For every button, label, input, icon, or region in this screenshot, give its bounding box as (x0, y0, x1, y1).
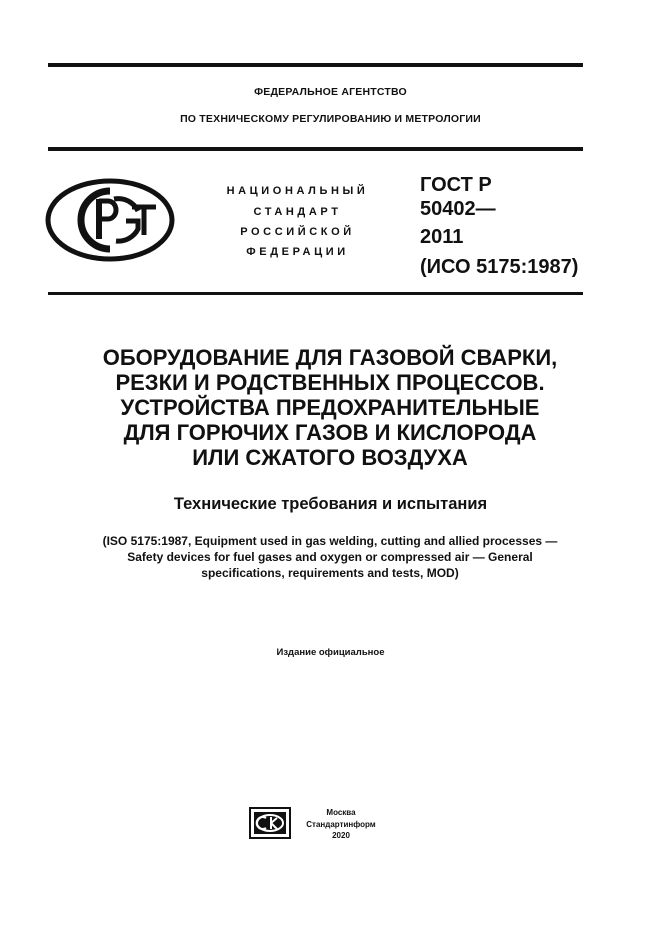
title-line-2: РЕЗКИ И РОДСТВЕННЫХ ПРОЦЕССОВ. (115, 370, 545, 395)
title-line-1: ОБОРУДОВАНИЕ ДЛЯ ГАЗОВОЙ СВАРКИ, (102, 345, 558, 370)
top-rule (48, 63, 583, 67)
publisher-year: 2020 (332, 831, 350, 840)
english-title-line-2: Safety devices for fuel gases and oxygen or compressed air — General (127, 550, 533, 564)
designation-line-3: 2011 (420, 226, 464, 248)
title-line-4: ДЛЯ ГОРЮЧИХ ГАЗОВ И КИСЛОРОДА (123, 420, 537, 445)
standartinform-logo-icon (249, 807, 291, 839)
edition-label: Издание официальное (276, 647, 385, 658)
header-rule (48, 147, 583, 151)
title-line-5: ИЛИ СЖАТОГО ВОЗДУХА (192, 445, 468, 470)
publisher-info (296, 807, 386, 842)
standard-type-line-2: СТАНДАРТ (253, 206, 342, 218)
publisher-city: Москва (326, 808, 356, 817)
title-line-3: УСТРОЙСТВА ПРЕДОХРАНИТЕЛЬНЫЕ (120, 395, 540, 420)
publisher-name: Стандартинформ (306, 819, 376, 829)
standard-type-line-3: РОССИЙСКОЙ (240, 226, 355, 238)
designation-line-2: 50402— (420, 198, 496, 220)
agency-line-1: ФЕДЕРАЛЬНОЕ АГЕНТСТВО (254, 86, 407, 98)
designation-line-1: ГОСТ Р (420, 174, 492, 196)
gost-r-certification-mark-icon (44, 177, 176, 263)
document-title (40, 345, 620, 470)
designation-line-4: (ИСО 5175:1987) (420, 256, 579, 278)
designation-rule (48, 292, 583, 295)
english-title-line-3: specifications, requirements and tests, MOD) (201, 566, 459, 580)
standard-type-line-1: НАЦИОНАЛЬНЫЙ (226, 185, 369, 197)
english-title-line-1: (ISO 5175:1987, Equipment used in gas welding, cutting and allied processes — (102, 534, 558, 548)
english-title (50, 533, 610, 581)
agency-line-2: ПО ТЕХНИЧЕСКОМУ РЕГУЛИРОВАНИЮ И МЕТРОЛОГИИ (180, 113, 481, 125)
standard-type-line-4: ФЕДЕРАЦИИ (246, 246, 349, 258)
document-subtitle: Технические требования и испытания (173, 495, 488, 513)
